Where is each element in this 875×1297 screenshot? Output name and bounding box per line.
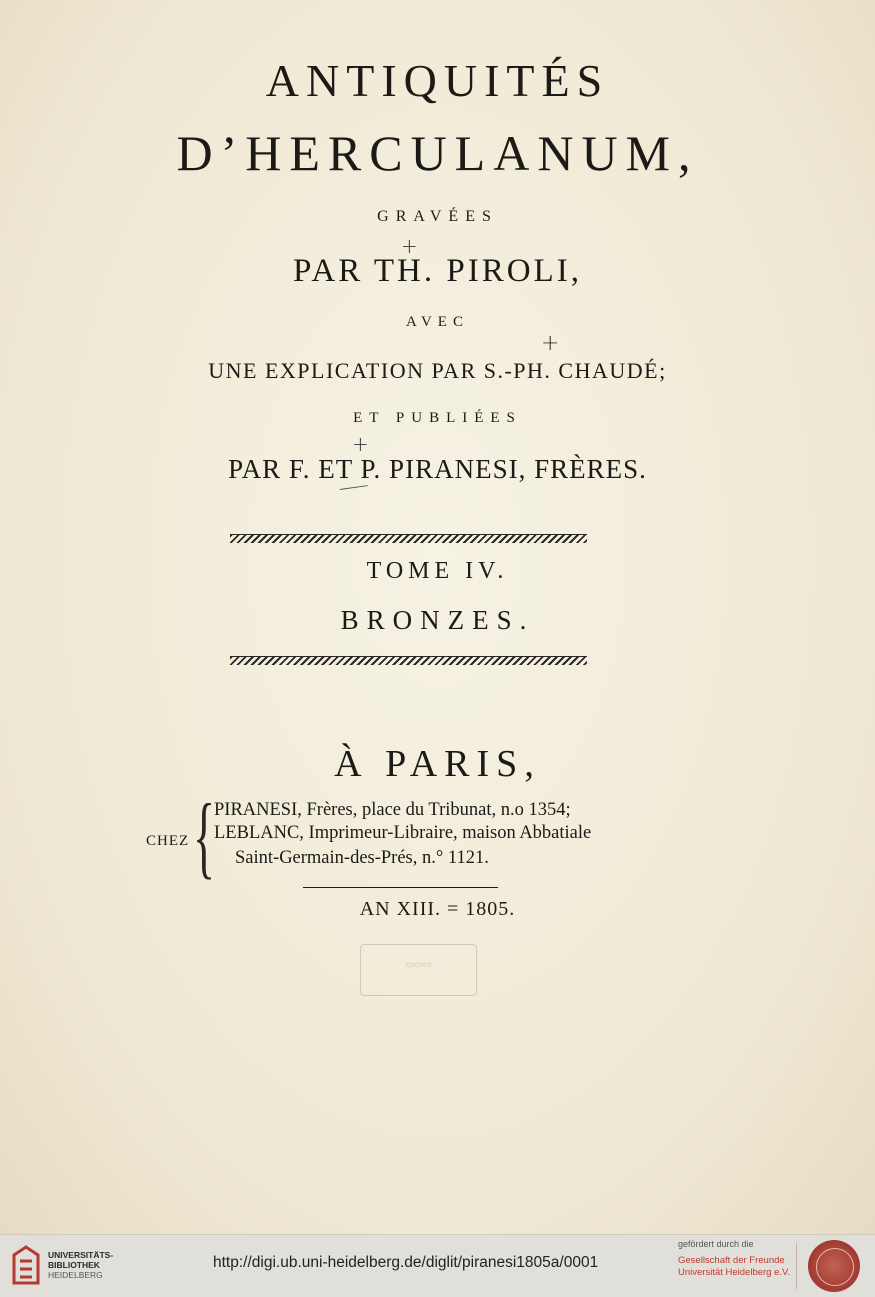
digital-library-footer xyxy=(0,1234,875,1297)
ornamental-rule-bottom xyxy=(230,656,587,665)
engraved-label: GRAVÉES xyxy=(377,208,498,225)
address-line-2: LEBLANC, Imprimeur-Libraire, maison Abbatiale xyxy=(214,823,592,843)
handwritten-cross-2: + xyxy=(541,331,560,356)
chez-label: CHEZ xyxy=(146,833,190,849)
sponsor-line-2: Universität Heidelberg e.V. xyxy=(678,1267,791,1278)
imprint-addresses xyxy=(0,785,875,888)
faded-library-stamp xyxy=(360,944,477,996)
publishers-name: PAR F. ET P. PIRANESI, FRÈRES. xyxy=(228,454,647,484)
imprint-rule xyxy=(303,887,498,888)
library-name-line-3: HEIDELBERG xyxy=(48,1270,103,1280)
handwritten-cross-3: + xyxy=(352,432,369,456)
title-line-2: D’HERCULANUM, xyxy=(176,125,699,181)
published-label: ET PUBLIÉES xyxy=(353,410,522,426)
explanation-credit: UNE EXPLICATION PAR S.-PH. CHAUDÉ; xyxy=(208,358,667,383)
brace-icon: { xyxy=(193,785,216,887)
seal-ring xyxy=(816,1248,854,1286)
stamp-lines-icon: ▭▭▭ xyxy=(405,959,432,969)
imprint-city: À PARIS, xyxy=(334,743,541,785)
with-label: AVEC xyxy=(406,314,469,330)
sponsor-line-1: Gesellschaft der Freunde xyxy=(678,1255,785,1266)
handwritten-cross-1: + xyxy=(401,234,418,258)
library-name-line-1: UNIVERSITÄTS- xyxy=(48,1250,114,1260)
library-name-line-2: BIBLIOTHEK xyxy=(48,1260,100,1270)
engraver-name: PAR TH. PIROLI, xyxy=(293,253,582,289)
address-line-3: Saint-Germain-des-Prés, n.° 1121. xyxy=(235,848,489,868)
address-line-1: PIRANESI, Frères, place du Tribunat, n.o 1354; xyxy=(214,800,571,820)
library-logo-icon[interactable] xyxy=(10,1245,42,1287)
handwritten-stroke xyxy=(340,485,368,493)
footer-divider xyxy=(796,1243,797,1289)
volume-subject: BRONZES. xyxy=(340,605,535,635)
permalink-url[interactable]: http://digi.ub.uni-heidelberg.de/diglit/piranesi1805a/0001 xyxy=(213,1254,599,1271)
sponsor-name[interactable] xyxy=(678,1255,790,1279)
ornamental-rule-top xyxy=(230,534,587,543)
imprint-date: AN XIII. = 1805. xyxy=(359,898,516,920)
tome-number: TOME IV. xyxy=(366,558,509,584)
university-seal-icon[interactable] xyxy=(808,1240,860,1292)
funded-by-label: gefördert durch die xyxy=(678,1239,754,1249)
title-line-1: ANTIQUITÉS xyxy=(265,55,610,106)
library-name[interactable] xyxy=(48,1250,113,1280)
